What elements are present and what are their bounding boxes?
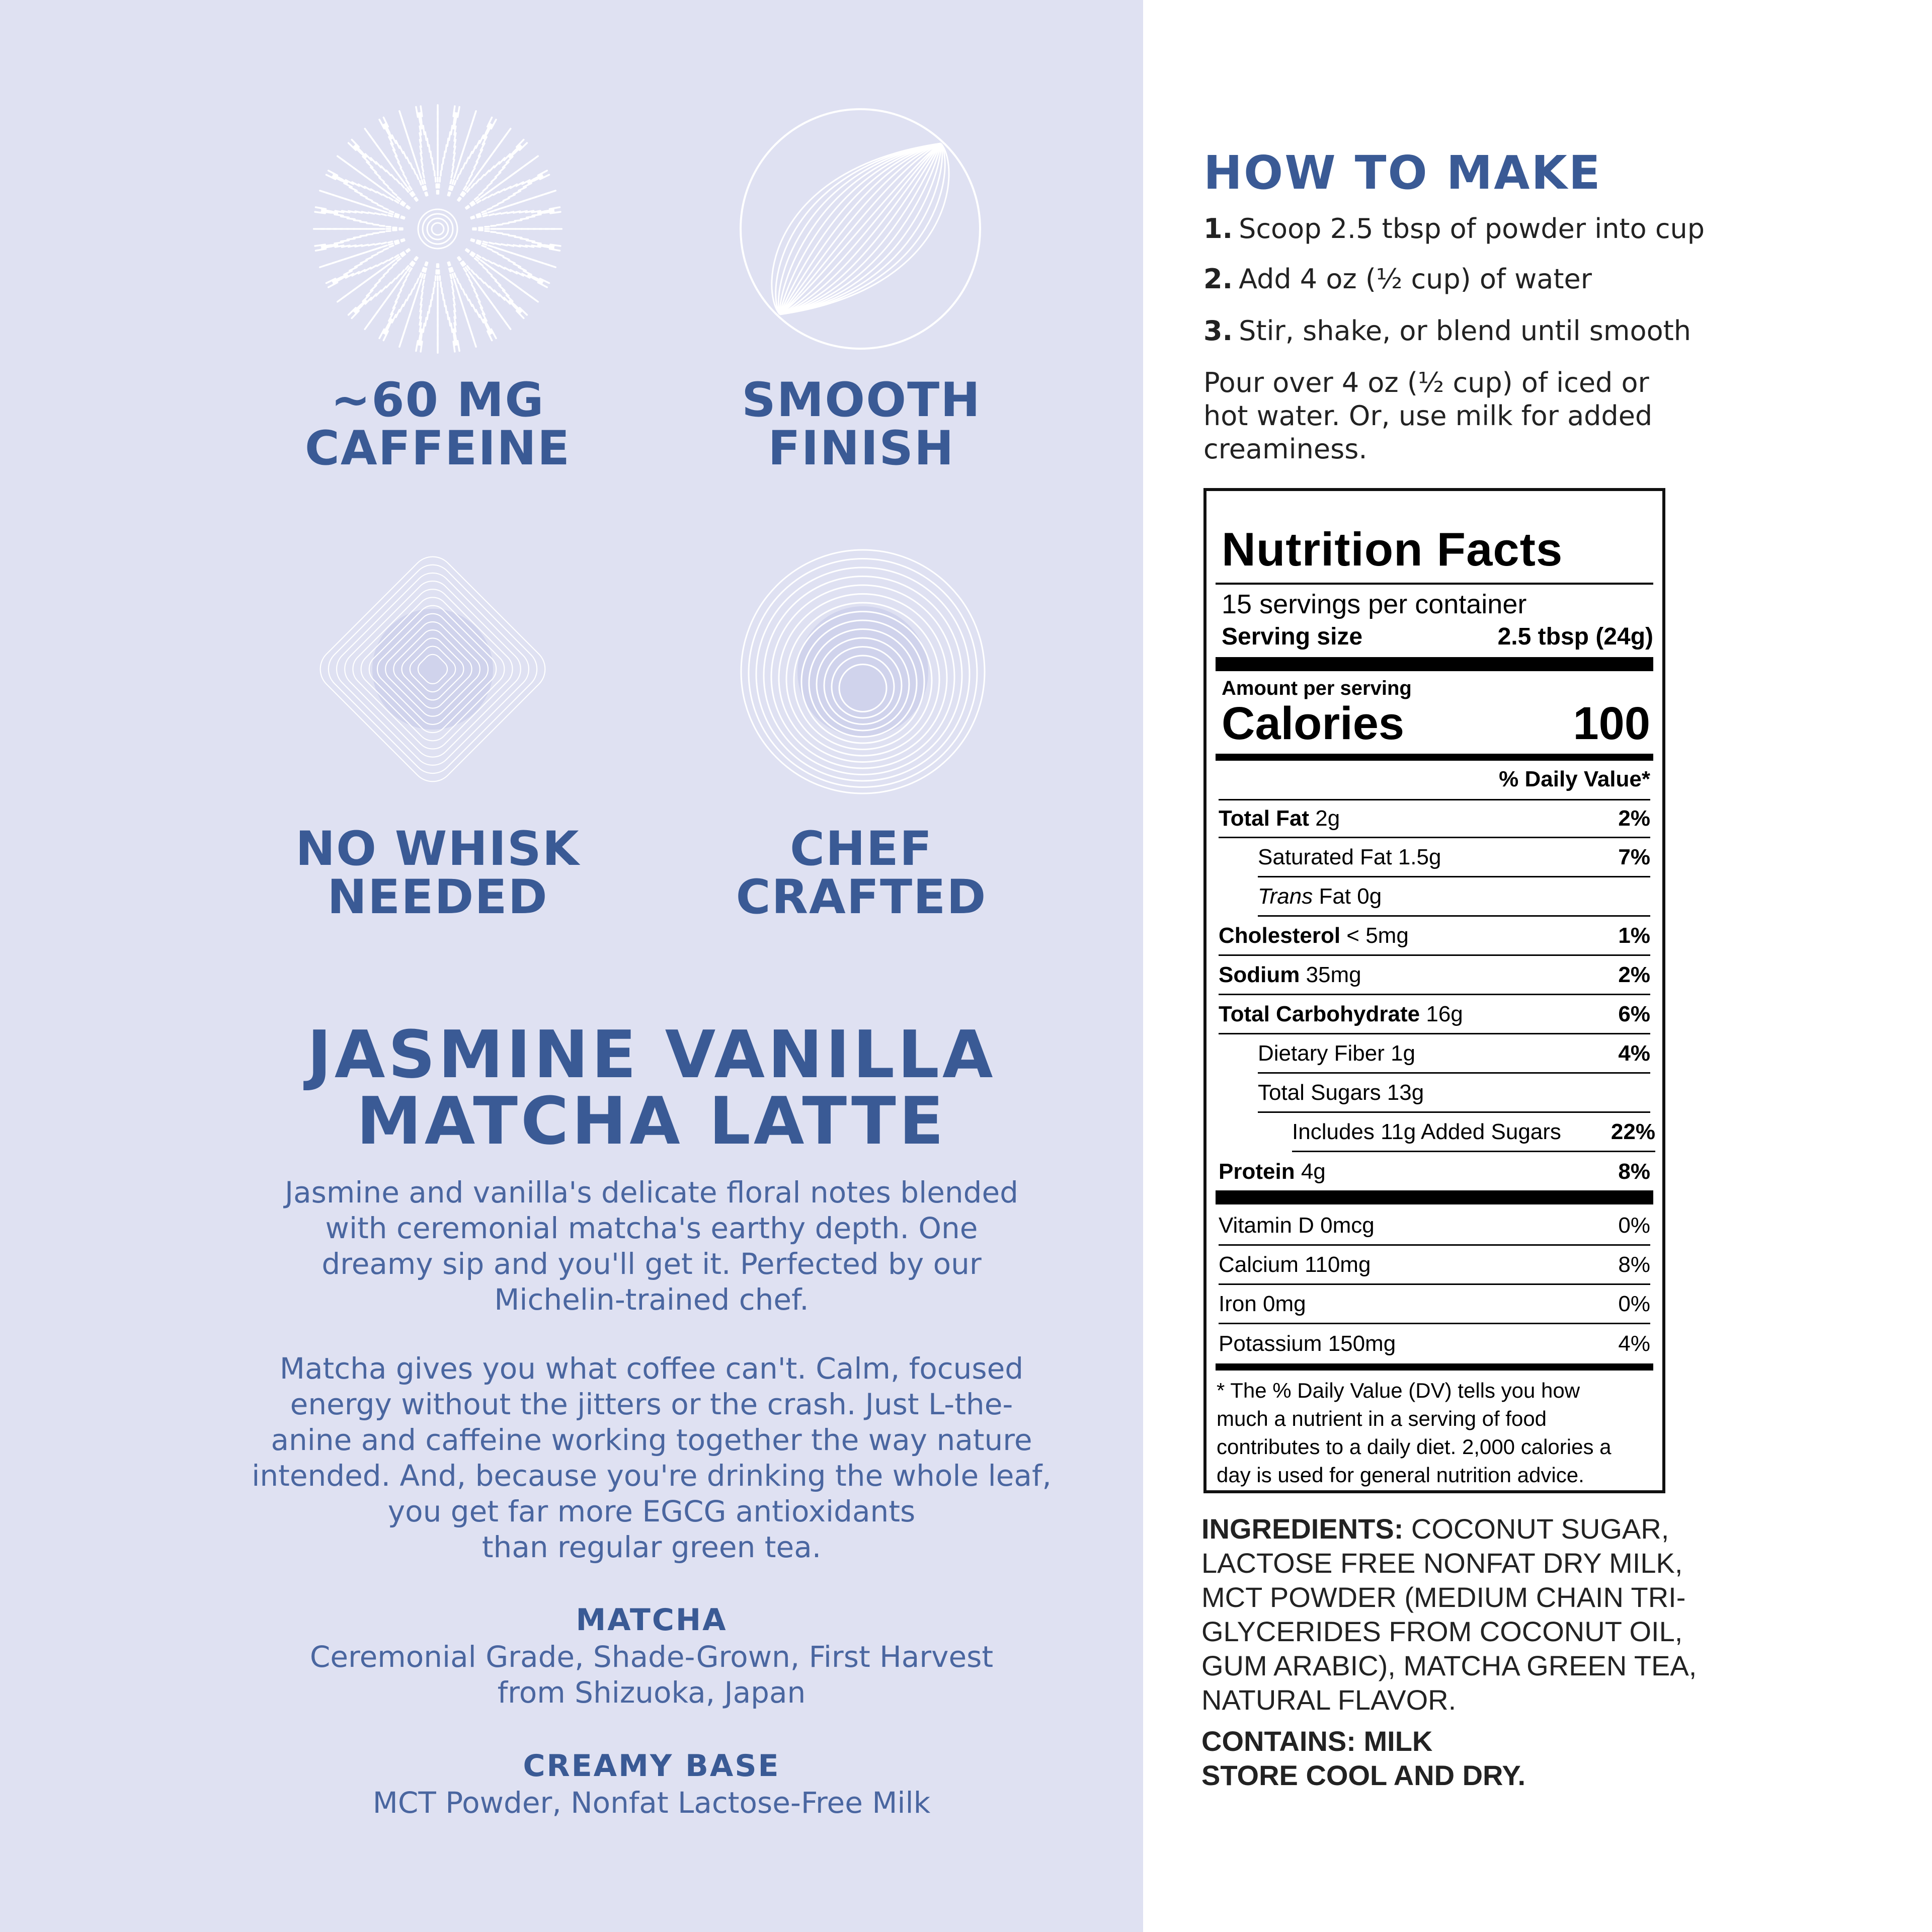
concentric-circle-icon	[737, 546, 989, 797]
nutrition-title: Nutrition Facts	[1222, 523, 1563, 576]
nutrient-row-protein: Protein 4g 8%	[1219, 1159, 1650, 1184]
nutrient-row-added-sugars: Includes 11g Added Sugars 22%	[1292, 1113, 1655, 1152]
nutrient-row-dietary-fiber: Dietary Fiber 1g 4%	[1258, 1034, 1650, 1074]
wave-sphere-icon	[735, 103, 986, 355]
step-3: 3. Stir, shake, or blend until smooth	[1203, 315, 1692, 347]
medium-divider	[1216, 1363, 1653, 1371]
step-1: 1. Scoop 2.5 tbsp of powder into cup	[1203, 213, 1705, 245]
how-to-make-title: HOW TO MAKE	[1203, 146, 1602, 200]
rounded-square-rings-icon	[307, 543, 558, 795]
amount-per-serving: Amount per serving	[1222, 677, 1412, 699]
vitamin-row-calcium: Calcium 110mg 8%	[1219, 1246, 1650, 1285]
nutrient-row-trans-fat: Trans Fat 0g	[1258, 877, 1650, 917]
pour-instructions: Pour over 4 oz (½ cup) of iced or hot water. Or, use milk for added creaminess.	[1203, 367, 1653, 465]
daily-value-footnote: * The % Daily Value (DV) tells you how much a nutrient in a serving of food contributes to a daily diet. 2,000 calories a day is used for general nutrition advice.	[1217, 1379, 1612, 1487]
vitamin-row-potassium: Potassium 150mg 4%	[1219, 1331, 1650, 1356]
creamy-base-heading: CREAMY BASE	[523, 1748, 780, 1784]
ingredients-list: INGREDIENTS: COCONUT SUGAR, LACTOSE FREE NONFAT DRY MILK, MCT POWDER (MEDIUM CHAIN TRI- GLYCERIDES FROM COCONUT OIL, GUM ARABIC), MATCHA GREEN TEA, NATURAL FLAVOR.	[1201, 1513, 1697, 1716]
matcha-heading: MATCHA	[576, 1602, 728, 1638]
nutrient-row-total-fat: Total Fat 2g 2%	[1219, 799, 1650, 838]
vitamin-row-vitamin-d: Vitamin D 0mcg 0%	[1219, 1206, 1650, 1246]
creamy-base-details: MCT Powder, Nonfat Lactose-Free Milk	[372, 1786, 931, 1820]
starburst-icon	[312, 103, 564, 355]
calories-row: Calories 100	[1222, 698, 1650, 749]
product-title: JASMINE VANILLA MATCHA LATTE	[307, 1016, 996, 1159]
badge-smooth-finish: SMOOTH FINISH	[742, 373, 981, 476]
product-benefits: Matcha gives you what coffee can't. Calm, focused energy without the jitters or the crash. Just L-the- anine and caffeine working together the way nature intended. And, because you're drinking the whole leaf, you get far more EGCG antioxidants than regular green tea.	[252, 1351, 1052, 1564]
allergen-statement: CONTAINS: MILK	[1201, 1725, 1433, 1757]
medium-divider	[1216, 754, 1653, 761]
servings-per-container: 15 servings per container	[1222, 589, 1527, 619]
nutrient-row-saturated-fat: Saturated Fat 1.5g 7%	[1258, 838, 1650, 877]
badge-caffeine: ~60 MG CAFFEINE	[304, 373, 571, 476]
nutrition-facts-label	[1203, 488, 1665, 1493]
badge-no-whisk: NO WHISK NEEDED	[295, 822, 580, 925]
daily-value-header: % Daily Value*	[1499, 767, 1650, 791]
thick-divider	[1216, 657, 1653, 671]
nutrient-row-cholesterol: Cholesterol < 5mg 1%	[1219, 917, 1650, 956]
badge-chef-crafted: CHEF CRAFTED	[736, 822, 987, 925]
divider	[1216, 583, 1653, 585]
thick-divider	[1216, 1190, 1653, 1204]
storage-instructions: STORE COOL AND DRY.	[1201, 1759, 1526, 1791]
serving-size-row: Serving size 2.5 tbsp (24g)	[1222, 623, 1653, 650]
nutrient-row-sodium: Sodium 35mg 2%	[1219, 956, 1650, 995]
nutrient-row-total-carbohydrate: Total Carbohydrate 16g 6%	[1219, 995, 1650, 1034]
step-2: 2. Add 4 oz (½ cup) of water	[1203, 263, 1592, 295]
product-description: Jasmine and vanilla's delicate floral notes blended with ceremonial matcha's earthy depth. One dreamy sip and you'll get it. Perfected by our Michelin-trained chef.	[284, 1175, 1018, 1317]
matcha-details: Ceremonial Grade, Shade-Grown, First Harvest from Shizuoka, Japan	[309, 1640, 994, 1710]
vitamin-row-iron: Iron 0mg 0%	[1219, 1285, 1650, 1324]
nutrient-row-total-sugars: Total Sugars 13g	[1258, 1074, 1650, 1113]
